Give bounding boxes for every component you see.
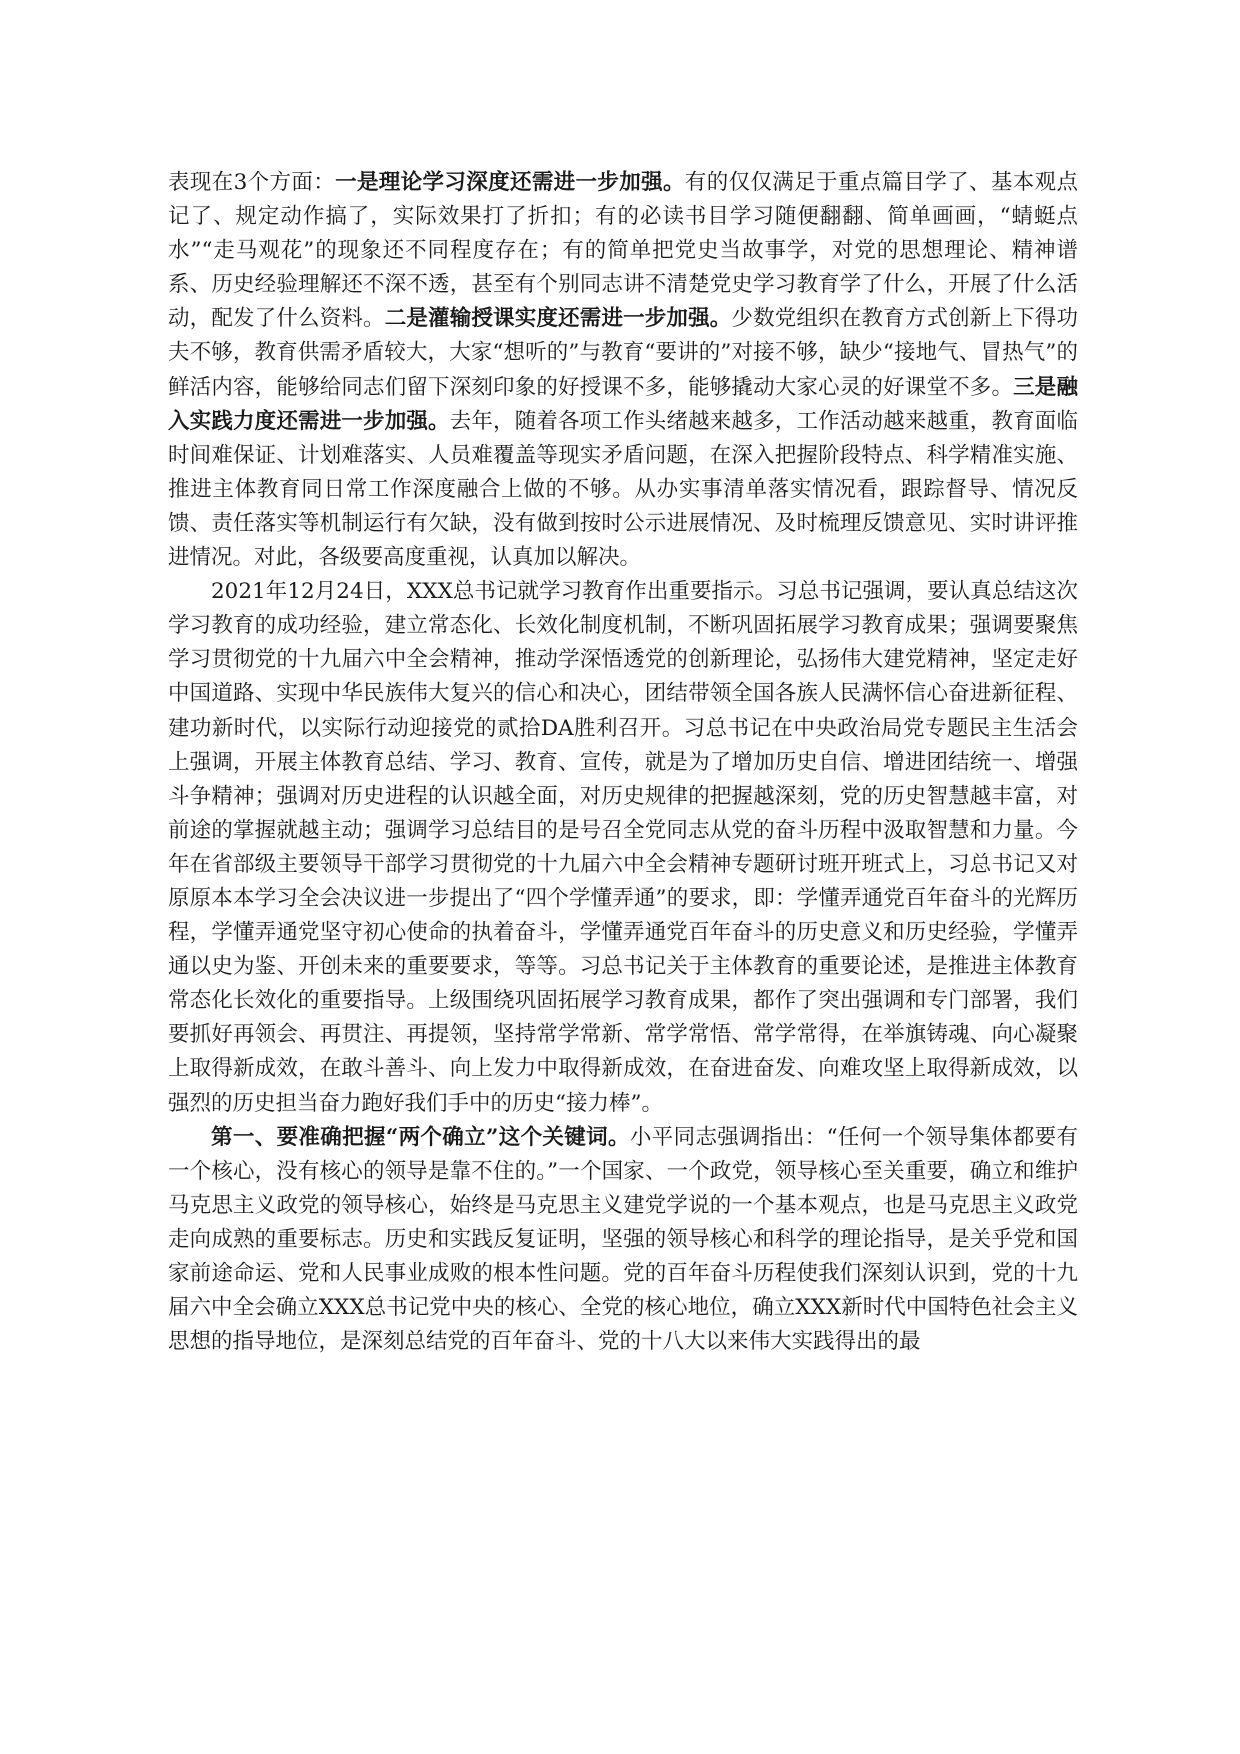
text-segment: 少数党组织在教育方式创新上下得功夫不够，教育供需矛盾较大，大家“想听的”与教育“要讲的”对接不够，缺少“接地气、冒热气”的鲜活内容，能够给同志们留下深刻印象的好授课不多，能够撬动大家心灵的好课堂不多。	[168, 306, 1078, 400]
paragraph-2	[168, 575, 1078, 1121]
text-segment: 去年，随着各项工作头绪越来越多，工作活动越来越重，教育面临时间难保证、计划难落实、人员难覆盖等现实矛盾问题，在深入把握阶段特点、科学精准实施、推进主体教育同日常工作深度融合上做的不够。从办实事清单落实情况看，跟踪督导、情况反馈、责任落实等机制运行有欠缺，没有做到按时公示进展情况、及时梳理反馈意见、实时讲评推进情况。对此，各级要高度重视，认真加以解决。	[168, 408, 1078, 571]
paragraph-1	[168, 166, 1078, 575]
text-segment: 表现在3个方面：	[168, 170, 336, 195]
paragraph-3	[168, 1121, 1078, 1360]
bold-heading-segment: 二是灌输授课实度还需进一步加强。	[384, 306, 732, 332]
bold-heading-segment: 一是理论学习深度还需进一步加强。	[335, 170, 685, 195]
bold-heading-segment: 第一、要准确把握“两个确立”这个关键词。	[211, 1124, 630, 1150]
document-body	[168, 166, 1078, 1359]
text-segment: 小平同志强调指出：“任何一个领导集体都要有一个核心，没有核心的领导是靠不住的。”一个国家、一个政党，领导核心至关重要，确立和维护马克思主义政党的领导核心，始终是马克思主义建党学说的一个基本观点，也是马克思主义政党走向成熟的重要标志。历史和实践反复证明，坚强的领导核心和科学的理论指导，是关乎党和国家前途命运、党和人民事业成败的根本性问题。党的百年奋斗历程使我们深刻认识到，党的十九届六中全会确立XXX总书记党中央的核心、全党的核心地位，确立XXX新时代中国特色社会主义思想的指导地位，是深刻总结党的百年奋斗、党的十八大以来伟大实践得出的最	[168, 1124, 1078, 1355]
text-segment: 有的仅仅满足于重点篇目学了、基本观点记了、规定动作搞了，实际效果打了折扣；有的必读书目学习随便翻翻、简单画画，“蜻蜓点水”“走马观花”的现象还不同程度存在；有的简单把党史当故事学，对党的思想理论、精神谱系、历史经验理解还不深不透，甚至有个别同志讲不清楚党史学习教育学了什么，开展了什么活动，配发了什么资料。	[168, 170, 1078, 332]
bold-heading-segment: 三是融入实践力度还需进一步加强。	[168, 374, 1078, 434]
text-segment: 2021年12月24日，XXX总书记就学习教育作出重要指示。习总书记强调，要认真总结这次学习教育的成功经验，建立常态化、长效化制度机制，不断巩固拓展学习教育成果；强调要聚焦学习贯彻党的十九届六中全会精神，推动学深悟透党的创新理论，弘扬伟大建党精神，坚定走好中国道路、实现中华民族伟大复兴的信心和决心，团结带领全国各族人民满怀信心奋进新征程、建功新时代，以实际行动迎接党的贰拾DA胜利召开。习总书记在中央政治局党专题民主生活会上强调，开展主体教育总结、学习、教育、宣传，就是为了增加历史自信、增进团结统一、增强斗争精神；强调对历史进程的认识越全面，对历史规律的把握越深刻，党的历史智慧越丰富，对前途的掌握就越主动；强调学习总结目的是号召全党同志从党的奋斗历程中汲取智慧和力量。今年在省部级主要领导干部学习贯彻党的十九届六中全会精神专题研讨班开班式上，习总书记又对原原本本学习全会决议进一步提出了“四个学懂弄通”的要求，即：学懂弄通党百年奋斗的光辉历程，学懂弄通党坚守初心使命的执着奋斗，学懂弄通党百年奋斗的历史意义和历史经验，学懂弄通以史为鉴、开创未来的重要要求，等等。习总书记关于主体教育的重要论述，是推进主体教育常态化长效化的重要指导。上级围绕巩固拓展学习教育成果，都作了突出强调和专门部署，我们要抓好再领会、再贯注、再提领，坚持常学常新、常学常悟、常学常得，在举旗铸魂、向心凝聚上取得新成效，在敢斗善斗、向上发力中取得新成效，在奋进奋发、向难攻坚上取得新成效，以强烈的历史担当奋力跑好我们手中的历史“接力棒”。	[168, 579, 1078, 1116]
